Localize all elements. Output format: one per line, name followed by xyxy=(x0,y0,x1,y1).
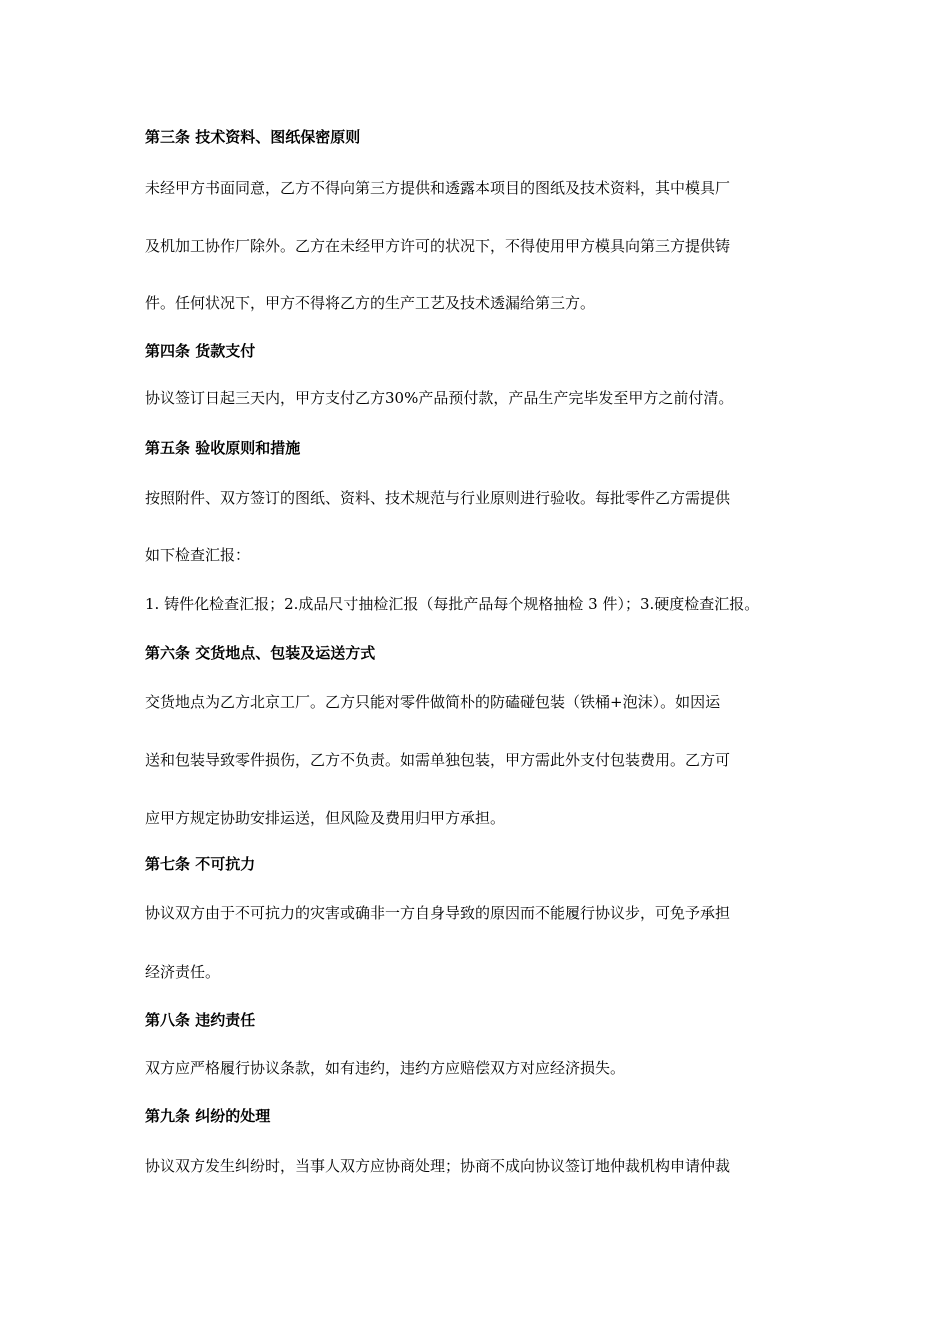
section-7-line-2: 经济责任。 xyxy=(145,963,221,981)
section-9-line-1: 协议双方发生纠纷时，当事人双方应协商处理；协商不成向协议签订地仲裁机构申请仲裁 xyxy=(145,1157,731,1175)
section-5-line-1: 按照附件、双方签订的图纸、资料、技术规范与行业原则进行验收。每批零件乙方需提供 xyxy=(145,489,731,507)
section-6-heading: 第六条 交货地点、包装及运送方式 xyxy=(145,644,376,662)
section-6-line-3: 应甲方规定协助安排运送，但风险及费用归甲方承担。 xyxy=(145,809,506,827)
section-6-line-2: 送和包装导致零件损伤，乙方不负责。如需单独包装，甲方需此外支付包装费用。乙方可 xyxy=(145,751,731,769)
section-7-heading: 第七条 不可抗力 xyxy=(145,855,256,873)
section-8-heading: 第八条 违约责任 xyxy=(145,1011,256,1029)
section-3-line-1: 未经甲方书面同意，乙方不得向第三方提供和透露本项目的图纸及技术资料，其中模具厂 xyxy=(145,179,731,197)
section-5-line-3: 1. 铸件化检查汇报；2.成品尺寸抽检汇报（每批产品每个规格抽检 3 件）；3.硬度检查汇报。 xyxy=(145,595,760,613)
section-3-heading: 第三条 技术资料、图纸保密原则 xyxy=(145,128,361,146)
section-5-line-2: 如下检查汇报： xyxy=(145,546,251,564)
section-6-line-1: 交货地点为乙方北京工厂。乙方只能对零件做简朴的防磕碰包装（铁桶+泡沫）。如因运 xyxy=(145,693,721,711)
section-7-line-1: 协议双方由于不可抗力的灾害或确非一方自身导致的原因而不能履行协议步，可免予承担 xyxy=(145,904,731,922)
section-8-line-1: 双方应严格履行协议条款，如有违约，违约方应赔偿双方对应经济损失。 xyxy=(145,1059,626,1077)
section-3-line-2: 及机加工协作厂除外。乙方在未经甲方许可的状况下，不得使用甲方模具向第三方提供铸 xyxy=(145,237,731,255)
section-9-heading: 第九条 纠纷的处理 xyxy=(145,1107,271,1125)
section-4-heading: 第四条 货款支付 xyxy=(145,342,256,360)
section-4-line-1: 协议签订日起三天内，甲方支付乙方30%产品预付款，产品生产完毕发至甲方之前付清。 xyxy=(145,389,734,407)
section-5-heading: 第五条 验收原则和措施 xyxy=(145,439,301,457)
section-3-line-3: 件。任何状况下，甲方不得将乙方的生产工艺及技术透漏给第三方。 xyxy=(145,294,596,312)
